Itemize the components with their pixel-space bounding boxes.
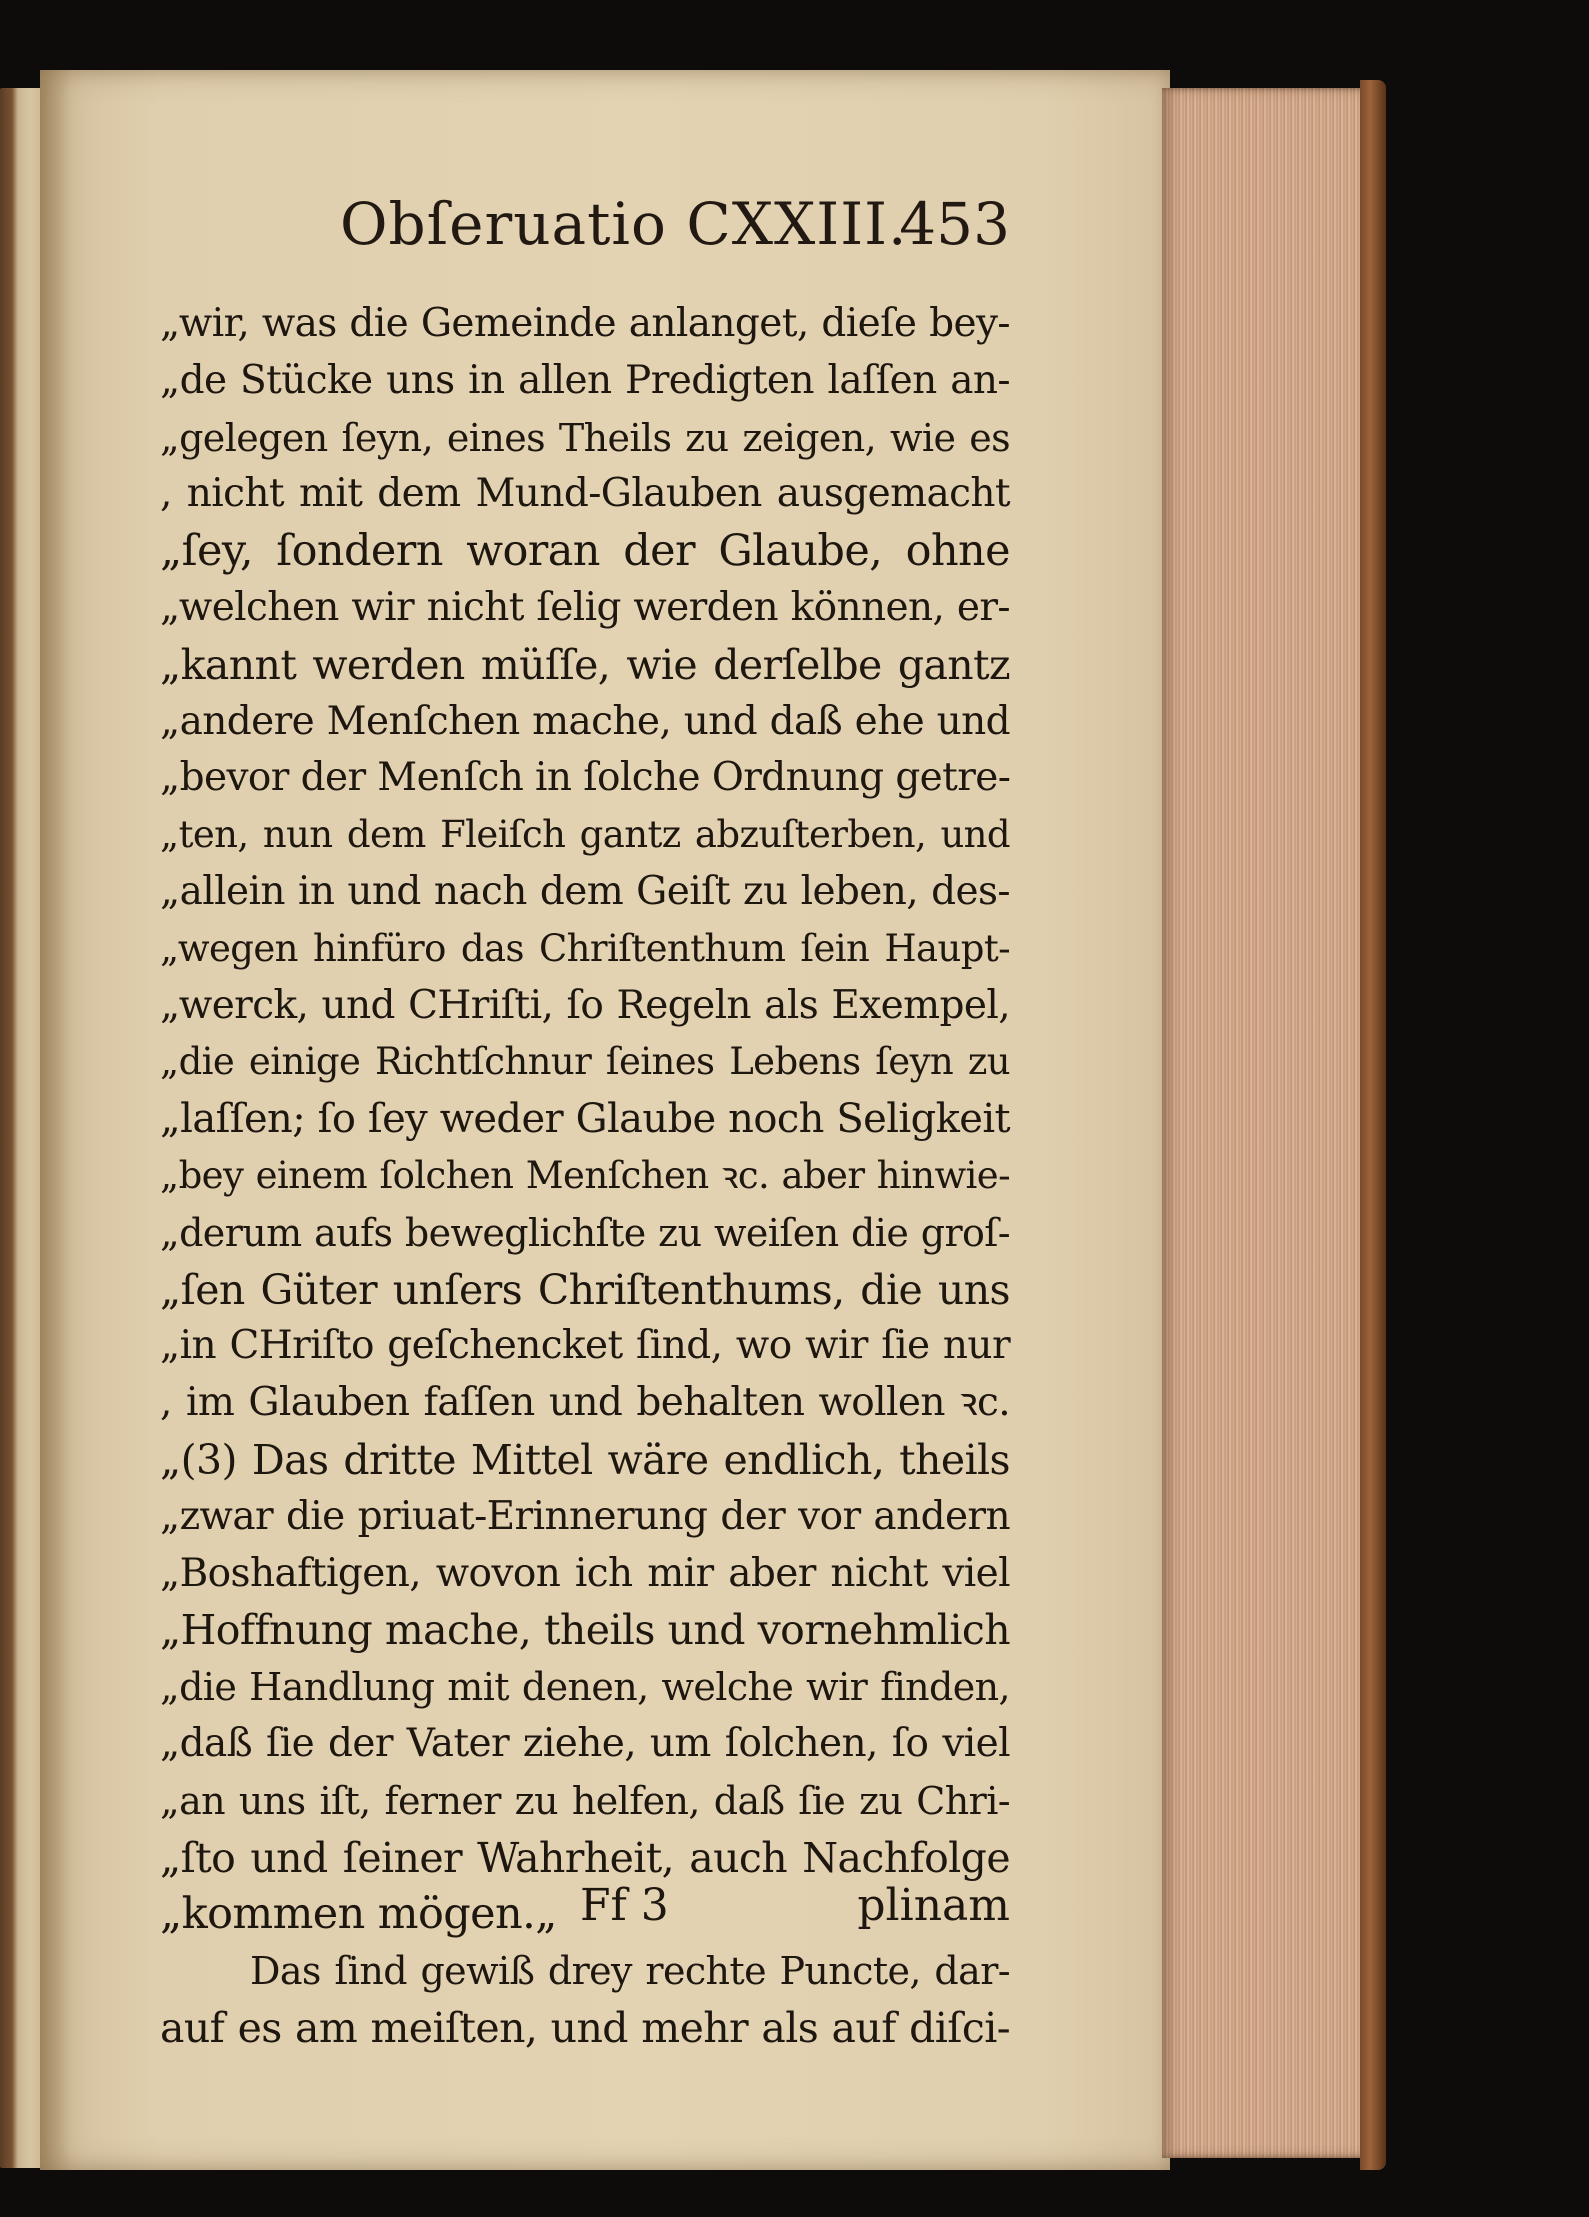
text-line: „gelegen ſeyn, eines Theils zu zeigen, wie es xyxy=(160,415,1010,460)
book-fore-edge xyxy=(1162,88,1370,2158)
text-line: „kannt werden müſſe, wie derſelbe gantz xyxy=(160,640,1010,689)
text-line: „werck, und CHriſti, ſo Regeln als Exempel, xyxy=(160,982,1010,1028)
text-line: „in CHriſto geſchencket ſind, wo wir ſie nur xyxy=(160,1323,1010,1369)
body-text xyxy=(160,296,1010,2057)
text-line: , im Glauben faſſen und behalten wollen ꝛc. xyxy=(160,1380,1010,1426)
text-line: „laſſen; ſo ſey weder Glaube noch Seligkeit xyxy=(160,1096,1010,1143)
text-line: „an uns iſt, ferner zu helfen, daß ſie zu Chri- xyxy=(160,1778,1010,1823)
text-line: „ſey, ſondern woran der Glaube, ohne xyxy=(160,526,1010,577)
text-line: „Boshaftigen, wovon ich mir aber nicht viel xyxy=(160,1550,1010,1596)
text-line: „andere Menſchen mache, und daß ehe und xyxy=(160,698,1010,744)
text-line: „bey einem ſolchen Menſchen ꝛc. aber hinwie- xyxy=(160,1153,1010,1197)
page-header xyxy=(320,190,1010,270)
text-line: „allein in und nach dem Geiſt zu leben, des- xyxy=(160,868,1010,914)
text-line: „ten, nun dem Fleiſch gantz abzuſterben, und xyxy=(160,813,1010,857)
text-line: „daß ſie der Vater ziehe, um ſolchen, ſo viel xyxy=(160,1720,1010,1766)
text-line: „de Stücke uns in allen Predigten laſſen an- xyxy=(160,357,1010,403)
text-line: , nicht mit dem Mund-Glauben ausgemacht xyxy=(160,471,1010,517)
page-footer xyxy=(160,1880,1010,1940)
text-line: „kommen mögen.„ xyxy=(160,1889,557,1940)
text-line: „ſen Güter unſers Chriſtenthums, die uns xyxy=(160,1265,1010,1314)
text-line: „bevor der Menſch in ſolche Ordnung getre- xyxy=(160,755,1011,801)
text-line: „(3) Das dritte Mittel wäre endlich, theils xyxy=(160,1435,1010,1484)
text-line: Das ſind gewiß drey rechte Puncte, dar- xyxy=(250,1949,1010,1994)
text-line: „derum aufs beweglichſte zu weiſen die groſ- xyxy=(160,1210,1010,1255)
text-line: „die Handlung mit denen, welche wir finden, xyxy=(160,1665,1010,1710)
signature-mark: Ff 3 xyxy=(580,1880,669,1931)
text-line: auf es am meiſten, und mehr als auf diſci- xyxy=(160,2003,1010,2052)
text-line: „ſto und ſeiner Wahrheit, auch Nachfolge xyxy=(160,1833,1010,1882)
text-line: „wegen hinfüro das Chriſtenthum ſein Haupt- xyxy=(160,926,1010,970)
book-cover-edge xyxy=(1360,80,1386,2170)
catchword: plinam xyxy=(857,1880,1010,1931)
page-number: 453 xyxy=(899,190,1010,258)
running-head: Obſeruatio CXXIII. xyxy=(340,190,908,258)
text-line: „zwar die priuat-Erinnerung der vor andern xyxy=(160,1493,1010,1539)
text-line: „wir, was die Gemeinde anlanget, dieſe bey- xyxy=(160,301,1010,346)
text-line: „welchen wir nicht ſelig werden können, er- xyxy=(160,584,1010,630)
text-line: „Hoffnung mache, theils und vornehmlich xyxy=(160,1606,1010,1655)
text-line: „die einige Richtſchnur ſeines Lebens ſeyn zu xyxy=(160,1040,1010,1084)
